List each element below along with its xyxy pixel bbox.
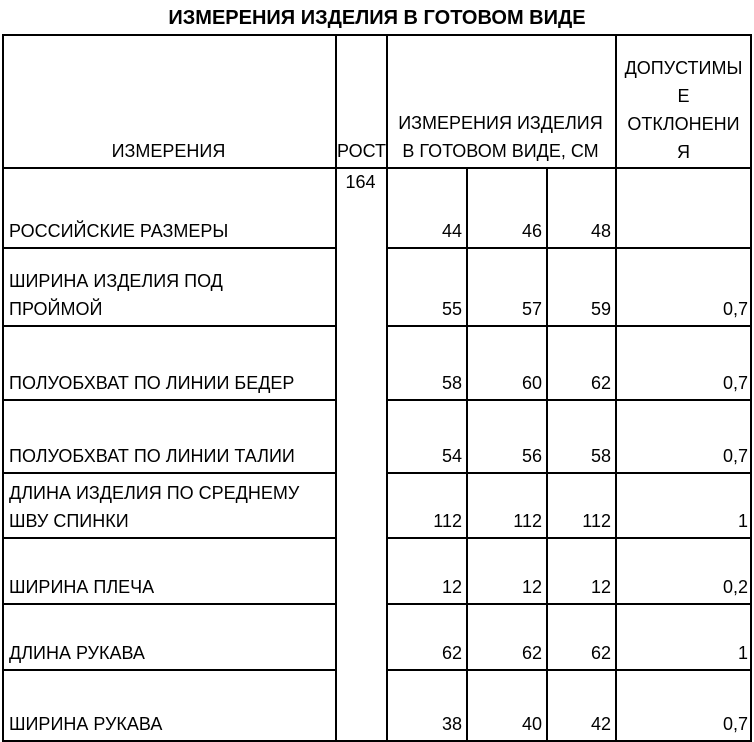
- row-line: [386, 325, 752, 327]
- header-tolerance-line: Я: [677, 142, 690, 162]
- row-line: [386, 603, 752, 605]
- row-line: [2, 247, 336, 249]
- row-line: [386, 537, 752, 539]
- page-title: ИЗМЕРЕНИЯ ИЗДЕЛИЯ В ГОТОВОМ ВИДЕ: [168, 7, 586, 29]
- size-value: 56: [521, 446, 542, 466]
- size-value: 12: [521, 577, 542, 597]
- row-line: [2, 603, 336, 605]
- tolerance-value: 1: [737, 643, 748, 663]
- tolerance-value: 0,7: [722, 299, 748, 319]
- tolerance-value: 0,7: [722, 714, 748, 734]
- header-finished-line: ИЗМЕРЕНИЯ ИЗДЕЛИЯ: [398, 113, 603, 133]
- row-label: ШВУ СПИНКИ: [9, 511, 129, 531]
- row-label: ШИРИНА ИЗДЕЛИЯ ПОД: [9, 271, 223, 291]
- tolerance-value: 0,7: [722, 446, 748, 466]
- tolerance-value: 1: [737, 511, 748, 531]
- row-line: [2, 325, 336, 327]
- row-line: [386, 669, 752, 671]
- tolerance-value: [615, 217, 752, 245]
- row-label: ДЛИНА ИЗДЕЛИЯ ПО СРЕДНЕМУ: [9, 483, 300, 503]
- row-label: РОССИЙСКИЕ РАЗМЕРЫ: [9, 221, 229, 241]
- size-value: 59: [590, 299, 611, 319]
- size-value: 38: [441, 714, 462, 734]
- row-label: ДЛИНА РУКАВА: [9, 643, 145, 663]
- size-value: 58: [590, 446, 611, 466]
- row-line: [2, 669, 336, 671]
- size-value: 12: [590, 577, 611, 597]
- size-value: 46: [521, 221, 542, 241]
- size-value: 54: [441, 446, 462, 466]
- row-line: [2, 537, 336, 539]
- tolerance-value: 0,7: [722, 373, 748, 393]
- header-tolerance-line: Е: [677, 86, 690, 106]
- size-value: 40: [521, 714, 542, 734]
- header-measurements: ИЗМЕРЕНИЯ: [111, 141, 226, 161]
- tolerance-value: 0,2: [722, 577, 748, 597]
- size-value: 57: [521, 299, 542, 319]
- row-label: ШИРИНА ПЛЕЧА: [9, 577, 155, 597]
- header-tolerance-line: ОТКЛОНЕНИ: [627, 114, 740, 134]
- size-value: 112: [582, 511, 611, 531]
- row-label: ПОЛУОБХВАТ ПО ЛИНИИ ТАЛИИ: [9, 446, 295, 466]
- size-value: 62: [521, 643, 542, 663]
- row-line: [2, 472, 336, 474]
- size-value: 62: [590, 373, 611, 393]
- row-line: [386, 472, 752, 474]
- size-value: 112: [513, 511, 542, 531]
- header-tolerance-line: ДОПУСТИМЫ: [624, 58, 743, 78]
- size-value: 60: [521, 373, 542, 393]
- size-value: 112: [433, 511, 462, 531]
- row-line: [386, 247, 752, 249]
- row-label: ШИРИНА РУКАВА: [9, 714, 163, 734]
- size-value: 42: [590, 714, 611, 734]
- size-value: 58: [441, 373, 462, 393]
- row-line: [386, 399, 752, 401]
- size-value: 12: [441, 577, 462, 597]
- row-label: ПОЛУОБХВАТ ПО ЛИНИИ БЕДЕР: [9, 373, 295, 393]
- header-finished-line: В ГОТОВОМ ВИДЕ, СМ: [402, 141, 599, 161]
- row-line: [2, 399, 336, 401]
- size-value: 55: [441, 299, 462, 319]
- size-value: 62: [441, 643, 462, 663]
- height-value: 164: [345, 172, 376, 192]
- size-value: 44: [441, 221, 462, 241]
- size-value: 48: [590, 221, 611, 241]
- table-border-top: [2, 34, 752, 36]
- header-height: РОСТ: [336, 141, 386, 161]
- size-value: 62: [590, 643, 611, 663]
- row-label: ПРОЙМОЙ: [9, 299, 103, 319]
